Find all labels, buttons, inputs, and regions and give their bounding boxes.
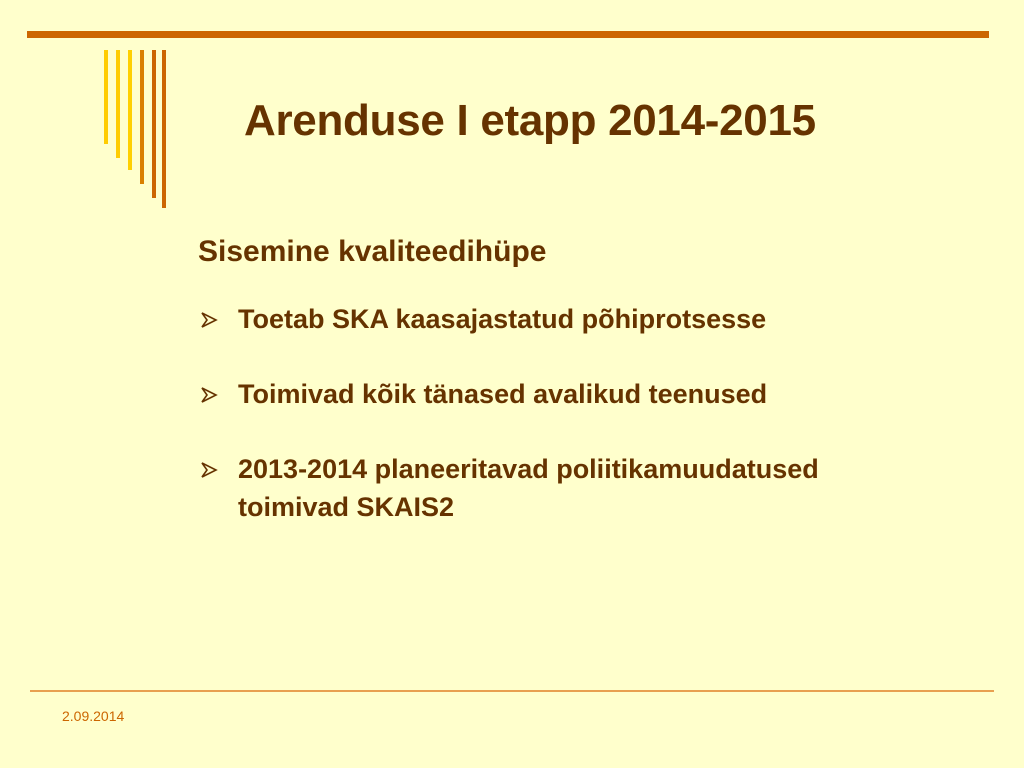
slide-body bbox=[198, 232, 958, 563]
bullet-text: 2013-2014 planeeritavad poliitikamuudatused toimivad SKAIS2 bbox=[238, 454, 819, 522]
decorative-stripe bbox=[128, 50, 132, 170]
bullet-item bbox=[198, 375, 958, 413]
slide-subheading: Sisemine kvaliteedihüpe bbox=[198, 235, 547, 268]
bullet-item bbox=[198, 300, 958, 338]
arrowhead-bullet-icon bbox=[200, 462, 218, 478]
bullet-text: Toimivad kõik tänased avalikud teenused bbox=[238, 379, 768, 409]
decorative-stripes bbox=[104, 50, 166, 210]
arrowhead-bullet-icon bbox=[200, 387, 218, 403]
top-divider-line bbox=[27, 31, 989, 38]
arrowhead-bullet-icon bbox=[200, 312, 218, 328]
decorative-stripe bbox=[140, 50, 144, 184]
footer-date: 2.09.2014 bbox=[62, 708, 125, 724]
decorative-stripe bbox=[116, 50, 120, 158]
decorative-stripe bbox=[162, 50, 166, 208]
bullet-text: Toetab SKA kaasajastatud põhiprotsesse bbox=[238, 304, 767, 334]
decorative-stripe bbox=[152, 50, 156, 198]
bottom-divider-line bbox=[30, 690, 994, 692]
decorative-stripe bbox=[104, 50, 108, 144]
bullet-item bbox=[198, 450, 878, 526]
slide-title: Arenduse I etapp 2014-2015 bbox=[244, 96, 816, 145]
